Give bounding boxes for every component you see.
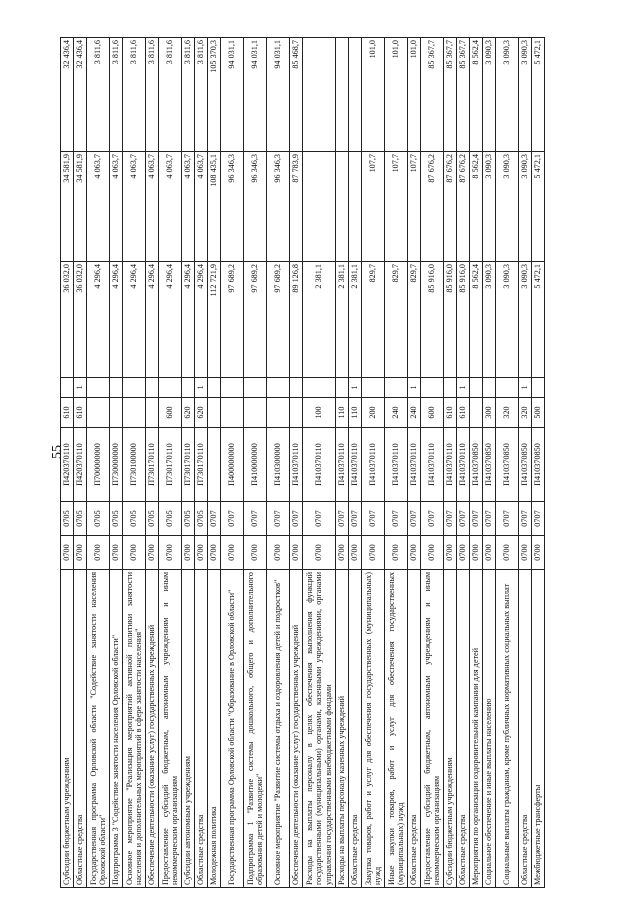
subsection-code: 0705	[87, 502, 110, 536]
source-code: 1	[408, 378, 421, 398]
amount-year-1: 97 689,2	[244, 262, 267, 378]
table-row	[349, 38, 362, 888]
target-article-code: П730100000	[123, 428, 146, 502]
amount-year-2: 107,7	[385, 152, 408, 262]
subsection-code: 0705	[195, 502, 208, 536]
table-row	[87, 38, 110, 888]
target-article-code: П410370850	[532, 428, 545, 502]
table-row	[470, 38, 483, 888]
section-code: 0700	[532, 536, 545, 570]
section-code: 0700	[457, 536, 470, 570]
target-article-code: П420370110	[61, 428, 74, 502]
section-code: 0700	[336, 536, 349, 570]
amount-year-1: 5 472,1	[532, 262, 545, 378]
expense-type-code	[208, 398, 221, 428]
rotated-table-wrapper	[60, 38, 580, 888]
target-article-code: П410370850	[470, 428, 483, 502]
target-article-code: П410370110	[457, 428, 470, 502]
target-article-code: П410370110	[408, 428, 421, 502]
amount-year-1: 4 296,4	[123, 262, 146, 378]
row-name: Молодежная политика	[208, 570, 221, 888]
expense-type-code: 610	[74, 398, 87, 428]
source-code	[470, 378, 483, 398]
section-code: 0700	[421, 536, 444, 570]
expense-type-code: 500	[532, 398, 545, 428]
target-article-code: П410370850	[519, 428, 532, 502]
table-row	[146, 38, 159, 888]
amount-year-1: 3 090,3	[519, 262, 532, 378]
table-row	[221, 38, 244, 888]
amount-year-1: 36 032,0	[74, 262, 87, 378]
subsection-code: 0705	[182, 502, 195, 536]
expense-type-code: 320	[519, 398, 532, 428]
subsection-code: 0705	[123, 502, 146, 536]
row-name: Областные средства	[74, 570, 87, 888]
amount-year-2: 34 581,9	[74, 152, 87, 262]
target-article-code: П410370110	[349, 428, 362, 502]
source-code	[182, 378, 195, 398]
subsection-code: 0705	[110, 502, 123, 536]
source-code	[244, 378, 267, 398]
amount-year-3: 94 031,1	[221, 38, 244, 152]
amount-year-2: 107,7	[362, 152, 385, 262]
row-name: Государственная программа Орловской области "Образование в Орловской области"	[221, 570, 244, 888]
amount-year-3: 85 367,7	[457, 38, 470, 152]
target-article-code: П420370110	[74, 428, 87, 502]
target-article-code: П730170110	[146, 428, 159, 502]
source-code	[385, 378, 408, 398]
amount-year-2: 87 783,9	[290, 152, 303, 262]
table-row	[336, 38, 349, 888]
amount-year-1: 4 296,4	[110, 262, 123, 378]
amount-year-3: 3 811,6	[123, 38, 146, 152]
expense-type-code	[290, 398, 303, 428]
source-code	[496, 378, 519, 398]
table-row	[303, 38, 336, 888]
subsection-code: 0707	[457, 502, 470, 536]
amount-year-1: 8 562,4	[470, 262, 483, 378]
amount-year-3: 85 367,7	[444, 38, 457, 152]
section-code: 0700	[87, 536, 110, 570]
source-code	[444, 378, 457, 398]
amount-year-1: 4 296,4	[182, 262, 195, 378]
amount-year-2	[303, 152, 336, 262]
expense-type-code: 610	[444, 398, 457, 428]
subsection-code: 0707	[421, 502, 444, 536]
subsection-code: 0707	[221, 502, 244, 536]
expense-type-code	[123, 398, 146, 428]
subsection-code: 0707	[303, 502, 336, 536]
amount-year-1: 112 721,9	[208, 262, 221, 378]
table-row	[195, 38, 208, 888]
amount-year-3: 105 370,3	[208, 38, 221, 152]
target-article-code: П730170110	[182, 428, 195, 502]
table-row	[182, 38, 195, 888]
amount-year-2: 4 063,7	[159, 152, 182, 262]
target-article-code: П410370110	[362, 428, 385, 502]
source-code: 1	[195, 378, 208, 398]
amount-year-3: 3 090,3	[519, 38, 532, 152]
source-code	[110, 378, 123, 398]
section-code: 0700	[74, 536, 87, 570]
section-code: 0700	[61, 536, 74, 570]
target-article-code	[208, 428, 221, 502]
subsection-code: 0707	[385, 502, 408, 536]
amount-year-3	[303, 38, 336, 152]
amount-year-2: 4 063,7	[123, 152, 146, 262]
target-article-code: П410370850	[483, 428, 496, 502]
expense-type-code: 610	[457, 398, 470, 428]
amount-year-2	[349, 152, 362, 262]
row-name: Закупка товаров, работ и услуг для обеспечения государственных (муниципальных) нужд	[362, 570, 385, 888]
amount-year-1: 4 296,4	[195, 262, 208, 378]
expense-type-code	[267, 398, 290, 428]
source-code	[336, 378, 349, 398]
row-name: Мероприятия по организации оздоровительной кампании для детей	[470, 570, 483, 888]
section-code: 0700	[470, 536, 483, 570]
source-code	[290, 378, 303, 398]
section-code: 0700	[159, 536, 182, 570]
row-name: Областные средства	[349, 570, 362, 888]
row-name: Подпрограмма 3 "Содействие занятости населения Орловской области"	[110, 570, 123, 888]
source-code	[362, 378, 385, 398]
amount-year-3: 3 811,6	[110, 38, 123, 152]
expense-type-code: 240	[385, 398, 408, 428]
amount-year-1: 36 032,0	[61, 262, 74, 378]
amount-year-1: 85 916,0	[457, 262, 470, 378]
amount-year-3: 101,0	[385, 38, 408, 152]
source-code	[159, 378, 182, 398]
row-name: Иные закупки товаров, работ и услуг для обеспечения государственных (муниципальных) нужд	[385, 570, 408, 888]
amount-year-2: 108 435,1	[208, 152, 221, 262]
amount-year-1: 89 126,8	[290, 262, 303, 378]
table-row	[290, 38, 303, 888]
amount-year-3	[336, 38, 349, 152]
amount-year-2: 87 676,2	[444, 152, 457, 262]
target-article-code: П730170110	[159, 428, 182, 502]
subsection-code: 0707	[349, 502, 362, 536]
amount-year-3	[349, 38, 362, 152]
expense-type-code: 610	[61, 398, 74, 428]
row-name: Государственная программа Орловской области "Содействие занятости населения Орловской области"	[87, 570, 110, 888]
section-code: 0700	[362, 536, 385, 570]
section-code: 0700	[496, 536, 519, 570]
row-name: Областные средства	[195, 570, 208, 888]
subsection-code: 0707	[267, 502, 290, 536]
table-row	[457, 38, 470, 888]
amount-year-1: 97 689,2	[221, 262, 244, 378]
target-article-code: П410300000	[267, 428, 290, 502]
table-body	[61, 38, 545, 888]
budget-table	[60, 37, 545, 888]
expense-type-code: 600	[421, 398, 444, 428]
table-row	[208, 38, 221, 888]
row-name: Подпрограмма 1 "Развитие системы дошкольного, общего и дополнительного образования детей и молодежи"	[244, 570, 267, 888]
table-row	[532, 38, 545, 888]
row-name: Областные средства	[457, 570, 470, 888]
subsection-code: 0707	[496, 502, 519, 536]
section-code: 0700	[123, 536, 146, 570]
row-name: Субсидии бюджетным учреждениям	[61, 570, 74, 888]
subsection-code: 0707	[362, 502, 385, 536]
amount-year-1: 4 296,4	[87, 262, 110, 378]
amount-year-1: 85 916,0	[421, 262, 444, 378]
table-row	[74, 38, 87, 888]
table-row	[444, 38, 457, 888]
subsection-code: 0705	[146, 502, 159, 536]
source-code	[267, 378, 290, 398]
expense-type-code: 600	[159, 398, 182, 428]
amount-year-2: 4 063,7	[146, 152, 159, 262]
source-code: 1	[349, 378, 362, 398]
expense-type-code	[87, 398, 110, 428]
expense-type-code: 240	[408, 398, 421, 428]
section-code: 0700	[303, 536, 336, 570]
table-row	[123, 38, 146, 888]
amount-year-3: 5 472,1	[532, 38, 545, 152]
row-name: Предоставление субсидий бюджетным, автономным учреждениям и иным некоммерческим организациям	[421, 570, 444, 888]
amount-year-3: 85 468,7	[290, 38, 303, 152]
section-code: 0700	[519, 536, 532, 570]
amount-year-2: 87 676,2	[421, 152, 444, 262]
row-name: Расходы на выплаты персоналу казенных учреждений	[336, 570, 349, 888]
target-article-code: П410370110	[303, 428, 336, 502]
row-name: Субсидии автономным учреждениям	[182, 570, 195, 888]
row-name: Основное мероприятие "Развитие системы отдыха и оздоровления детей и подростков"	[267, 570, 290, 888]
amount-year-3: 101,0	[408, 38, 421, 152]
row-name: Областные средства	[408, 570, 421, 888]
amount-year-2	[336, 152, 349, 262]
expense-type-code	[146, 398, 159, 428]
table-row	[421, 38, 444, 888]
amount-year-3: 32 436,4	[74, 38, 87, 152]
subsection-code: 0707	[336, 502, 349, 536]
row-name: Субсидии бюджетным учреждениям	[444, 570, 457, 888]
amount-year-3: 3 090,3	[483, 38, 496, 152]
section-code: 0700	[483, 536, 496, 570]
amount-year-1: 829,7	[362, 262, 385, 378]
expense-type-code: 200	[362, 398, 385, 428]
target-article-code: П410370110	[290, 428, 303, 502]
amount-year-3: 101,0	[362, 38, 385, 152]
amount-year-1: 829,7	[408, 262, 421, 378]
amount-year-1: 3 090,3	[496, 262, 519, 378]
table-row	[244, 38, 267, 888]
subsection-code: 0707	[444, 502, 457, 536]
section-code: 0700	[408, 536, 421, 570]
subsection-code: 0707	[290, 502, 303, 536]
expense-type-code	[244, 398, 267, 428]
source-code	[303, 378, 336, 398]
amount-year-3: 85 367,7	[421, 38, 444, 152]
amount-year-3: 3 811,6	[182, 38, 195, 152]
source-code	[87, 378, 110, 398]
target-article-code: П400000000	[221, 428, 244, 502]
subsection-code: 0705	[159, 502, 182, 536]
amount-year-1: 97 689,2	[267, 262, 290, 378]
expense-type-code: 320	[496, 398, 519, 428]
source-code: 1	[519, 378, 532, 398]
section-code: 0700	[385, 536, 408, 570]
amount-year-3: 3 811,6	[159, 38, 182, 152]
section-code: 0700	[110, 536, 123, 570]
amount-year-3: 8 562,4	[470, 38, 483, 152]
amount-year-2: 8 562,4	[470, 152, 483, 262]
subsection-code: 0707	[408, 502, 421, 536]
table-row	[385, 38, 408, 888]
expense-type-code: 620	[195, 398, 208, 428]
amount-year-3: 3 811,6	[87, 38, 110, 152]
target-article-code: П410370110	[421, 428, 444, 502]
source-code: 1	[74, 378, 87, 398]
amount-year-3: 3 811,6	[146, 38, 159, 152]
row-name: Предоставление субсидий бюджетным, автономным учреждениям и иным некоммерческим организациям	[159, 570, 182, 888]
section-code: 0700	[267, 536, 290, 570]
amount-year-3: 94 031,1	[267, 38, 290, 152]
amount-year-1: 829,7	[385, 262, 408, 378]
amount-year-1: 85 916,0	[444, 262, 457, 378]
amount-year-2: 96 346,3	[267, 152, 290, 262]
source-code	[61, 378, 74, 398]
subsection-code: 0705	[74, 502, 87, 536]
amount-year-3: 3 811,6	[195, 38, 208, 152]
target-article-code: П700000000	[87, 428, 110, 502]
amount-year-2: 3 090,3	[483, 152, 496, 262]
target-article-code: П730000000	[110, 428, 123, 502]
expense-type-code: 620	[182, 398, 195, 428]
row-name: Обеспечение деятельности (оказание услуг) государственных учреждений	[146, 570, 159, 888]
amount-year-2: 96 346,3	[221, 152, 244, 262]
amount-year-1: 2 381,1	[303, 262, 336, 378]
target-article-code: П410370110	[444, 428, 457, 502]
row-name: Обеспечение деятельности (оказание услуг) государственных учреждений	[290, 570, 303, 888]
amount-year-2: 96 346,3	[244, 152, 267, 262]
amount-year-2: 4 063,7	[87, 152, 110, 262]
source-code	[532, 378, 545, 398]
section-code: 0700	[146, 536, 159, 570]
target-article-code: П410000000	[244, 428, 267, 502]
section-code: 0700	[195, 536, 208, 570]
table-row	[61, 38, 74, 888]
section-code: 0700	[349, 536, 362, 570]
section-code: 0700	[182, 536, 195, 570]
expense-type-code: 300	[483, 398, 496, 428]
source-code	[483, 378, 496, 398]
row-name: Расходы на выплаты персоналу в целях обеспечения выполнения функций государственными (муниципальными) органами, казенными учреждениями, органами управления государственными внебюджетными фондами	[303, 570, 336, 888]
subsection-code: 0707	[519, 502, 532, 536]
table-row	[110, 38, 123, 888]
amount-year-1: 4 296,4	[159, 262, 182, 378]
subsection-code: 0707	[532, 502, 545, 536]
amount-year-1: 4 296,4	[146, 262, 159, 378]
subsection-code: 0707	[208, 502, 221, 536]
amount-year-2: 4 063,7	[182, 152, 195, 262]
table-row	[362, 38, 385, 888]
expense-type-code: 110	[349, 398, 362, 428]
amount-year-2: 5 472,1	[532, 152, 545, 262]
source-code	[421, 378, 444, 398]
source-code	[123, 378, 146, 398]
page-number: 55	[50, 445, 65, 459]
amount-year-2: 3 090,3	[519, 152, 532, 262]
row-name: Межбюджетные трансферты	[532, 570, 545, 888]
amount-year-1: 2 381,1	[349, 262, 362, 378]
amount-year-3: 94 031,1	[244, 38, 267, 152]
amount-year-1: 3 090,3	[483, 262, 496, 378]
table-row	[519, 38, 532, 888]
amount-year-2: 4 063,7	[195, 152, 208, 262]
expense-type-code	[470, 398, 483, 428]
expense-type-code	[221, 398, 244, 428]
amount-year-1: 2 381,1	[336, 262, 349, 378]
table-row	[483, 38, 496, 888]
target-article-code: П410370110	[336, 428, 349, 502]
section-code: 0700	[221, 536, 244, 570]
row-name: Социальные выплаты гражданам, кроме публичных нормативных социальных выплат	[496, 570, 519, 888]
amount-year-3: 32 436,4	[61, 38, 74, 152]
section-code: 0700	[244, 536, 267, 570]
source-code	[208, 378, 221, 398]
table-row	[408, 38, 421, 888]
target-article-code: П410370850	[496, 428, 519, 502]
amount-year-2: 107,7	[408, 152, 421, 262]
target-article-code: П730170110	[195, 428, 208, 502]
amount-year-2: 3 090,3	[496, 152, 519, 262]
expense-type-code	[110, 398, 123, 428]
table-row	[159, 38, 182, 888]
subsection-code: 0707	[470, 502, 483, 536]
expense-type-code: 110	[336, 398, 349, 428]
source-code: 1	[457, 378, 470, 398]
table-row	[496, 38, 519, 888]
section-code: 0700	[290, 536, 303, 570]
row-name: Основное мероприятие "Реализация мероприятий активной политики занятости населения и дополнительных мероприятий в сфере занятости населения"	[123, 570, 146, 888]
subsection-code: 0707	[483, 502, 496, 536]
amount-year-2: 87 676,2	[457, 152, 470, 262]
amount-year-3: 3 090,3	[496, 38, 519, 152]
target-article-code: П410370110	[385, 428, 408, 502]
section-code: 0700	[444, 536, 457, 570]
section-code: 0700	[208, 536, 221, 570]
subsection-code: 0707	[244, 502, 267, 536]
subsection-code: 0705	[61, 502, 74, 536]
amount-year-2: 34 581,9	[61, 152, 74, 262]
amount-year-2: 4 063,7	[110, 152, 123, 262]
row-name: Областные средства	[519, 570, 532, 888]
source-code	[221, 378, 244, 398]
table-row	[267, 38, 290, 888]
row-name: Социальное обеспечение и иные выплаты населению	[483, 570, 496, 888]
source-code	[146, 378, 159, 398]
expense-type-code: 100	[303, 398, 336, 428]
